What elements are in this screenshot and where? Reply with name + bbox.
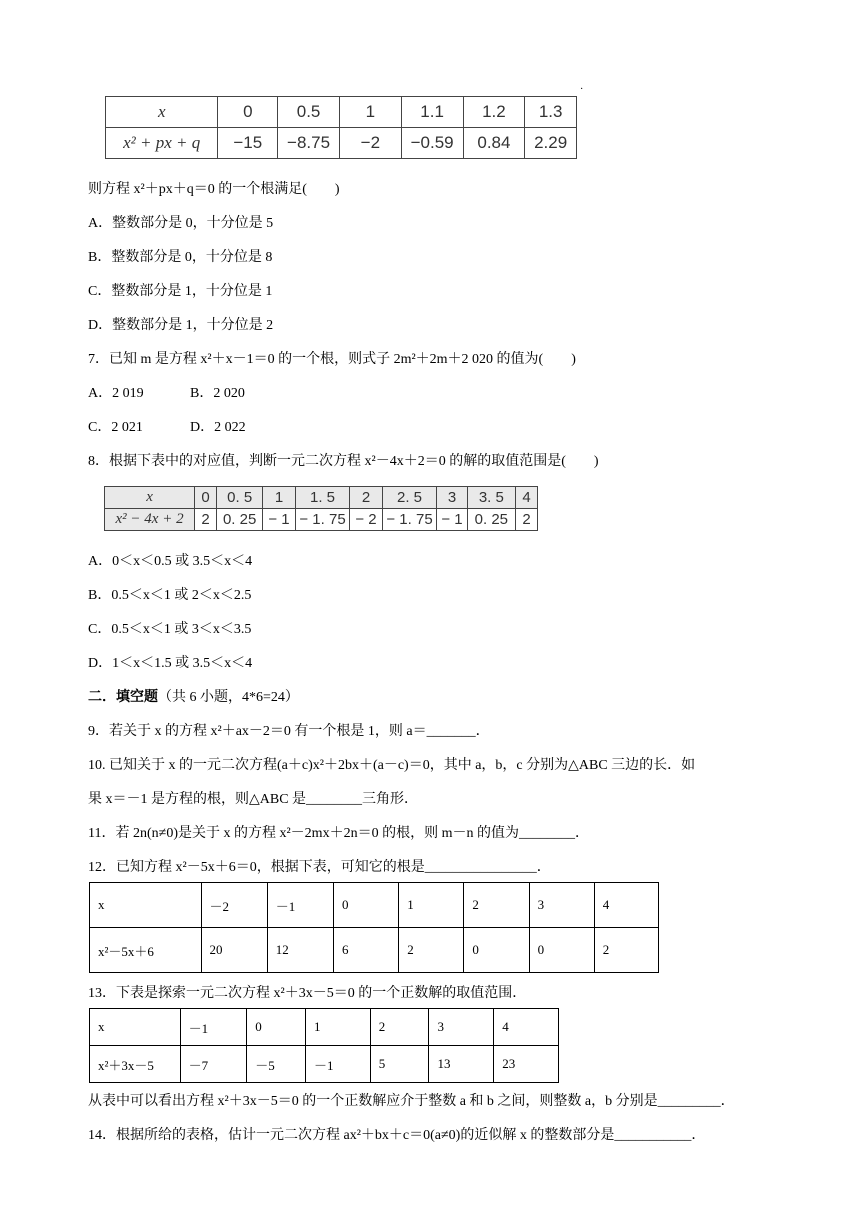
table-3-y-cell: 0: [529, 928, 594, 973]
table-2-y-cell: − 1. 75: [382, 509, 437, 531]
table-4-y-cell: －5: [247, 1046, 306, 1083]
table-1-x-cell: 1.2: [463, 97, 525, 128]
table-3-x-cell: 0: [334, 883, 399, 928]
table-2-x-cell: 4: [516, 487, 538, 509]
table-2-y-cell: − 1: [437, 509, 467, 531]
table-2-y-cell: − 1: [263, 509, 295, 531]
table-3-header-x: x: [90, 883, 202, 928]
q7-option-c: C．2 021: [88, 420, 143, 435]
table-3-y-cell: 0: [464, 928, 529, 973]
table-1-y-cell: −8.75: [278, 128, 340, 159]
table-1-y-cell: −2: [339, 128, 401, 159]
table-3: [89, 882, 659, 973]
q13-followup: 从表中可以看出方程 x²＋3x－5＝0 的一个正数解应介于整数 a 和 b 之间，则整数 a，b 分别是_________．: [88, 1094, 735, 1109]
table-3-x-cell: －1: [267, 883, 333, 928]
q6-option-a: A．整数部分是 0，十分位是 5: [88, 216, 274, 231]
table-4-x-cell: 2: [370, 1009, 429, 1046]
section-2-note: （共 6 小题，4*6=24）: [158, 690, 299, 705]
table-2-y-cell: − 2: [350, 509, 382, 531]
q6-option-b: B．整数部分是 0，十分位是 8: [88, 250, 273, 265]
table-1-x-cell: 1.3: [525, 97, 577, 128]
table-2-header-expr: x² − 4x + 2: [105, 509, 195, 531]
table-4-y-cell: 5: [370, 1046, 429, 1083]
table-1-y-cell: 0.84: [463, 128, 525, 159]
stray-dot: ·: [580, 84, 584, 95]
table-1-header-expr: x² + px + q: [106, 128, 218, 159]
table-2: [104, 486, 538, 531]
q6-option-d: D．整数部分是 1，十分位是 2: [88, 318, 274, 333]
q13: 13．下表是探索一元二次方程 x²＋3x－5＝0 的一个正数解的取值范围．: [88, 986, 527, 1001]
table-2-x-cell: 3. 5: [467, 487, 516, 509]
q7-option-b: B．2 020: [190, 386, 245, 401]
table-2-y-cell: − 1. 75: [295, 509, 350, 531]
q8-option-b: B．0.5＜x＜1 或 2＜x＜2.5: [88, 588, 252, 603]
table-2-x-cell: 1. 5: [295, 487, 350, 509]
table-1-x-cell: 1: [339, 97, 401, 128]
q10-line-1: 10. 已知关于 x 的一元二次方程(a＋c)x²＋2bx＋(a－c)＝0，其中 a，b，c 分别为△ABC 三边的长．如: [88, 758, 696, 773]
table-3-x-cell: －2: [201, 883, 267, 928]
table-4-x-cell: 3: [429, 1009, 494, 1046]
table-1: [105, 96, 577, 159]
table-4: [89, 1008, 559, 1083]
table-1-y-cell: 2.29: [525, 128, 577, 159]
q7-option-d: D．2 022: [190, 420, 246, 435]
table-2-x-cell: 0: [195, 487, 217, 509]
q7-option-a: A．2 019: [88, 386, 144, 401]
table-2-x-cell: 2: [350, 487, 382, 509]
section-2-heading: [88, 688, 299, 708]
table-2-x-cell: 3: [437, 487, 467, 509]
q10-line-2: 果 x＝－1 是方程的根，则△ABC 是________三角形．: [88, 792, 419, 807]
q9: 9．若关于 x 的方程 x²＋ax－2＝0 有一个根是 1，则 a＝_______．: [88, 724, 490, 739]
table-4-y-cell: 13: [429, 1046, 494, 1083]
table-2-header-x: x: [105, 487, 195, 509]
table-3-y-cell: 20: [201, 928, 267, 973]
q8-option-d: D．1＜x＜1.5 或 3.5＜x＜4: [88, 656, 253, 671]
table-4-x-cell: 1: [306, 1009, 371, 1046]
table-1-header-x: x: [106, 97, 218, 128]
table-1-x-cell: 1.1: [401, 97, 463, 128]
table-2-x-cell: 2. 5: [382, 487, 437, 509]
table-3-header-expr: x²－5x＋6: [90, 928, 202, 973]
table-4-header-x: x: [90, 1009, 181, 1046]
q11: 11．若 2n(n≠0)是关于 x 的方程 x²－2mx＋2n＝0 的根，则 m－n 的值为________．: [88, 826, 589, 841]
q8-option-a: A．0＜x＜0.5 或 3.5＜x＜4: [88, 554, 253, 569]
table-4-y-cell: 23: [494, 1046, 559, 1083]
q7-stem: 7．已知 m 是方程 x²＋x－1＝0 的一个根，则式子 2m²＋2m＋2 020 的值为( ): [88, 352, 576, 367]
q8-stem: 8．根据下表中的对应值，判断一元二次方程 x²－4x＋2＝0 的解的取值范围是( ): [88, 454, 599, 469]
table-3-y-cell: 2: [594, 928, 658, 973]
table-3-x-cell: 2: [464, 883, 529, 928]
table-4-y-cell: －1: [306, 1046, 371, 1083]
q12: 12．已知方程 x²－5x＋6＝0，根据下表，可知它的根是________________．: [88, 860, 551, 875]
table-1-y-cell: −15: [218, 128, 278, 159]
table-3-y-cell: 2: [399, 928, 464, 973]
table-4-header-expr: x²＋3x－5: [90, 1046, 181, 1083]
table-4-x-cell: －1: [180, 1009, 247, 1046]
table-2-x-cell: 1: [263, 487, 295, 509]
table-1-x-cell: 0: [218, 97, 278, 128]
q8-option-c: C．0.5＜x＜1 或 3＜x＜3.5: [88, 622, 252, 637]
table-4-y-cell: －7: [180, 1046, 247, 1083]
q14: 14．根据所给的表格，估计一元二次方程 ax²＋bx＋c＝0(a≠0)的近似解 x 的整数部分是___________．: [88, 1128, 706, 1143]
table-3-y-cell: 6: [334, 928, 399, 973]
table-2-y-cell: 0. 25: [467, 509, 516, 531]
section-2-title: 二．填空题: [88, 690, 158, 705]
q6-stem: 则方程 x²＋px＋q＝0 的一个根满足( ): [88, 182, 340, 197]
table-2-y-cell: 2: [195, 509, 217, 531]
table-3-y-cell: 12: [267, 928, 333, 973]
table-3-x-cell: 3: [529, 883, 594, 928]
table-4-x-cell: 0: [247, 1009, 306, 1046]
table-2-y-cell: 2: [516, 509, 538, 531]
table-2-y-cell: 0. 25: [216, 509, 263, 531]
table-2-x-cell: 0. 5: [216, 487, 263, 509]
table-3-x-cell: 1: [399, 883, 464, 928]
q6-option-c: C．整数部分是 1，十分位是 1: [88, 284, 273, 299]
table-4-x-cell: 4: [494, 1009, 559, 1046]
table-3-x-cell: 4: [594, 883, 658, 928]
table-1-x-cell: 0.5: [278, 97, 340, 128]
table-1-y-cell: −0.59: [401, 128, 463, 159]
